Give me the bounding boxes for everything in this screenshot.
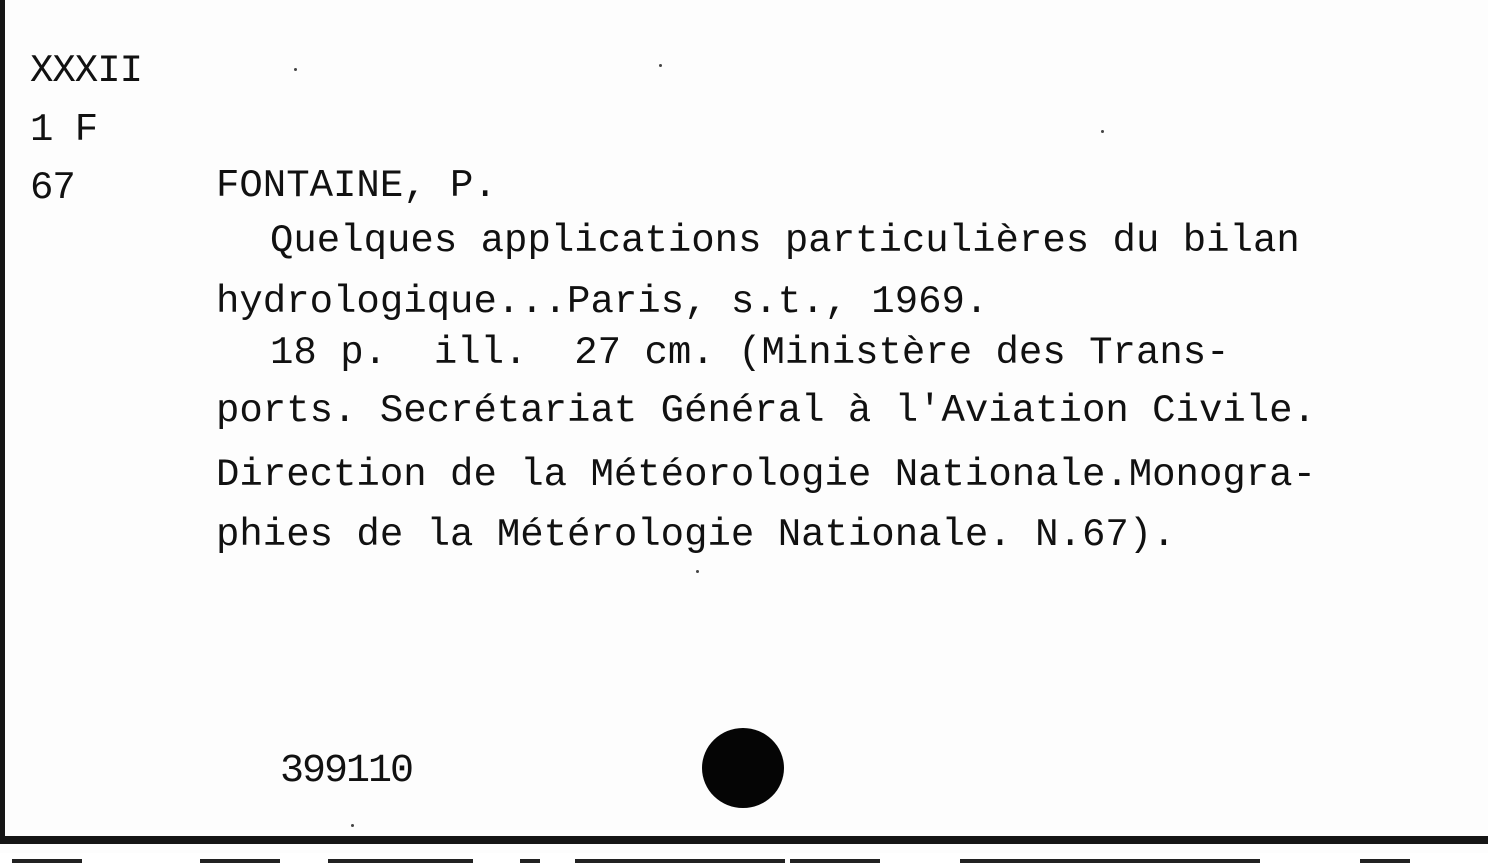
series-line-1: ports. Secrétariat Général à l'Aviation Civile. — [216, 389, 1316, 433]
punch-hole — [702, 728, 784, 808]
scan-speck — [1101, 130, 1104, 133]
scan-speck — [696, 570, 699, 573]
call-number-line-2: 1 F — [30, 108, 98, 152]
title-line-1: Quelques applications particulières du bilan — [270, 219, 1300, 263]
card-left-edge — [0, 0, 5, 840]
call-number-line-3: 67 — [30, 166, 75, 210]
scan-speck — [351, 824, 354, 827]
collation-line: 18 p. ill. 27 cm. (Ministère des Trans- — [270, 331, 1230, 375]
call-number-line-1: XXXII — [30, 49, 143, 93]
card-bottom-scan-noise — [0, 853, 1488, 868]
scan-speck — [294, 68, 297, 71]
author-heading: FONTAINE, P. — [216, 164, 497, 208]
accession-number: 399110 — [280, 749, 413, 794]
series-line-2: Direction de la Météorologie Nationale.Monogra- — [216, 453, 1316, 497]
series-line-3: phies de la Métérologie Nationale. N.67). — [216, 513, 1176, 557]
card-bottom-edge — [0, 836, 1488, 844]
title-line-2: hydrologique...Paris, s.t., 1969. — [216, 280, 989, 324]
scan-speck — [659, 64, 662, 67]
